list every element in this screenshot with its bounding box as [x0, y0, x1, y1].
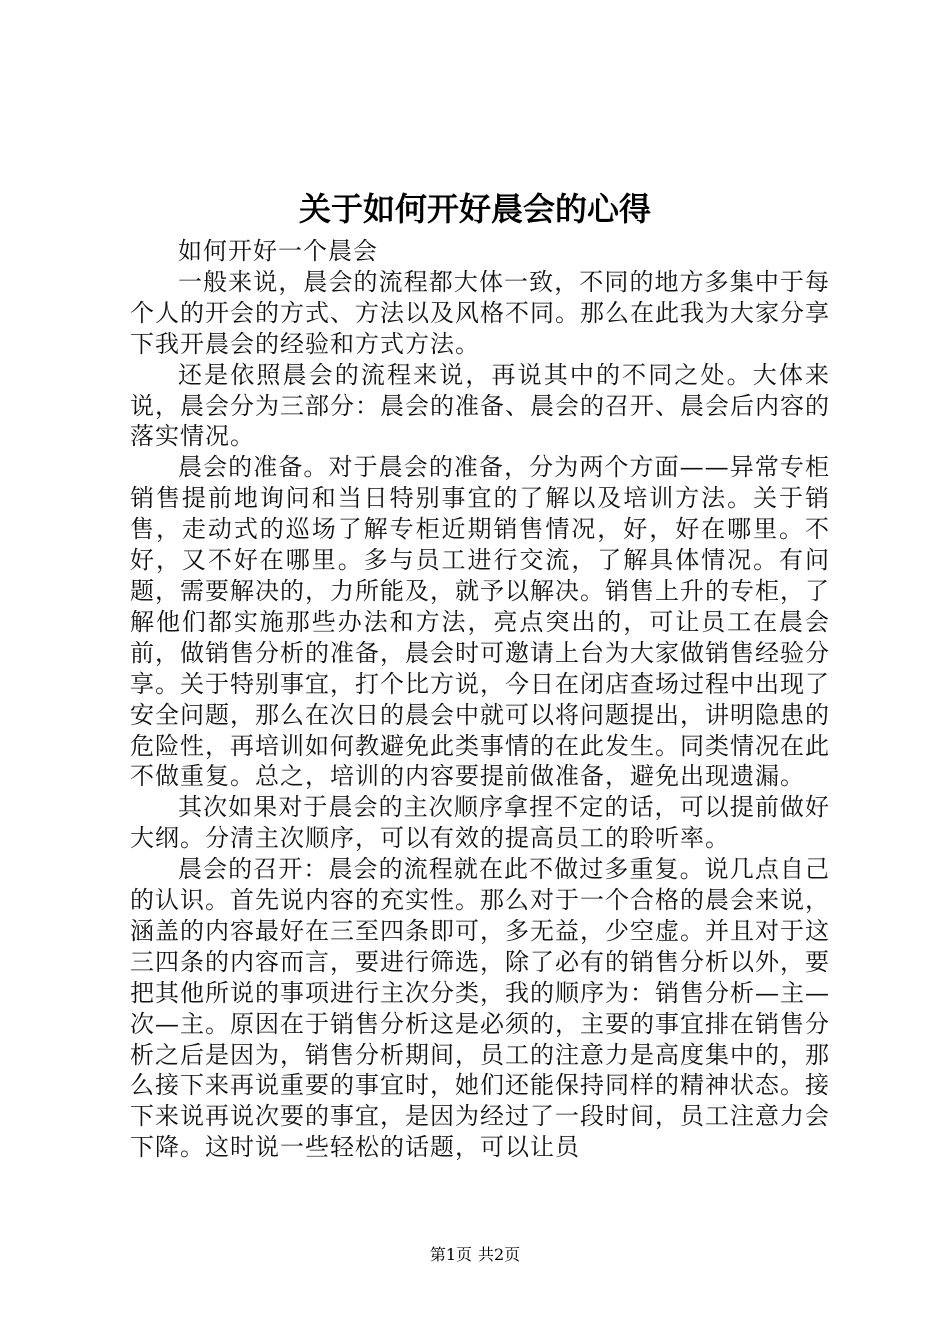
paragraph-preparation: 晨会的准备。对于晨会的准备，分为两个方面——异常专柜销售提前地询问和当日特别事宜的了解以及培训方法。关于销售，走动式的巡场了解专柜近期销售情况，好，好在哪里。不好，又不好在哪里。多与员工进行交流，了解具体情况。有问题，需要解决的，力所能及，就予以解决。销售上升的专柜，了解他们都实施那些办法和方法，亮点突出的，可让员工在晨会前，做销售分析的准备，晨会时可邀请上台为大家做销售经验分享。关于特别事宜，打个比方说，今日在闭店查场过程中出现了安全问题，那么在次日的晨会中就可以将问题提出，讲明隐患的危险性，再培训如何教避免此类事情的在此发生。同类情况在此不做重复。总之，培训的内容要提前做准备，避免出现遗漏。	[130, 453, 830, 791]
paragraph-outline: 其次如果对于晨会的主次顺序拿捏不定的话，可以提前做好大纲。分清主次顺序，可以有效的提高员工的聆听率。	[130, 793, 830, 853]
page-number: 第1页	[429, 1245, 472, 1264]
document-title: 关于如何开好晨会的心得	[298, 190, 651, 228]
document-body	[130, 236, 830, 1163]
paragraph-intro: 一般来说，晨会的流程都大体一致，不同的地方多集中于每个人的开会的方式、方法以及风格不同。那么在此我为大家分享下我开晨会的经验和方式方法。	[130, 267, 830, 358]
page-total: 共2页	[478, 1245, 521, 1264]
paragraph-meeting: 晨会的召开：晨会的流程就在此不做过多重复。说几点自己的认识。首先说内容的充实性。那么对于一个合格的晨会来说，涵盖的内容最好在三至四条即可，多无益，少空虚。并且对于这三四条的内容而言，要进行筛选，除了必有的销售分析以外，要把其他所说的事项进行主次分类，我的顺序为：销售分析—主—次—主。原因在于销售分析这是必须的，主要的事宜排在销售分析之后是因为，销售分析期间，员工的注意力是高度集中的，那么接下来再说重要的事宜时，她们还能保持同样的精神状态。接下来说再说次要的事宜，是因为经过了一段时间，员工注意力会下降。这时说一些轻松的话题，可以让员	[130, 855, 830, 1162]
page-footer	[0, 1244, 950, 1266]
paragraph-structure: 还是依照晨会的流程来说，再说其中的不同之处。大体来说，晨会分为三部分：晨会的准备、晨会的召开、晨会后内容的落实情况。	[130, 360, 830, 451]
paragraph-subtitle: 如何开好一个晨会	[178, 237, 378, 265]
